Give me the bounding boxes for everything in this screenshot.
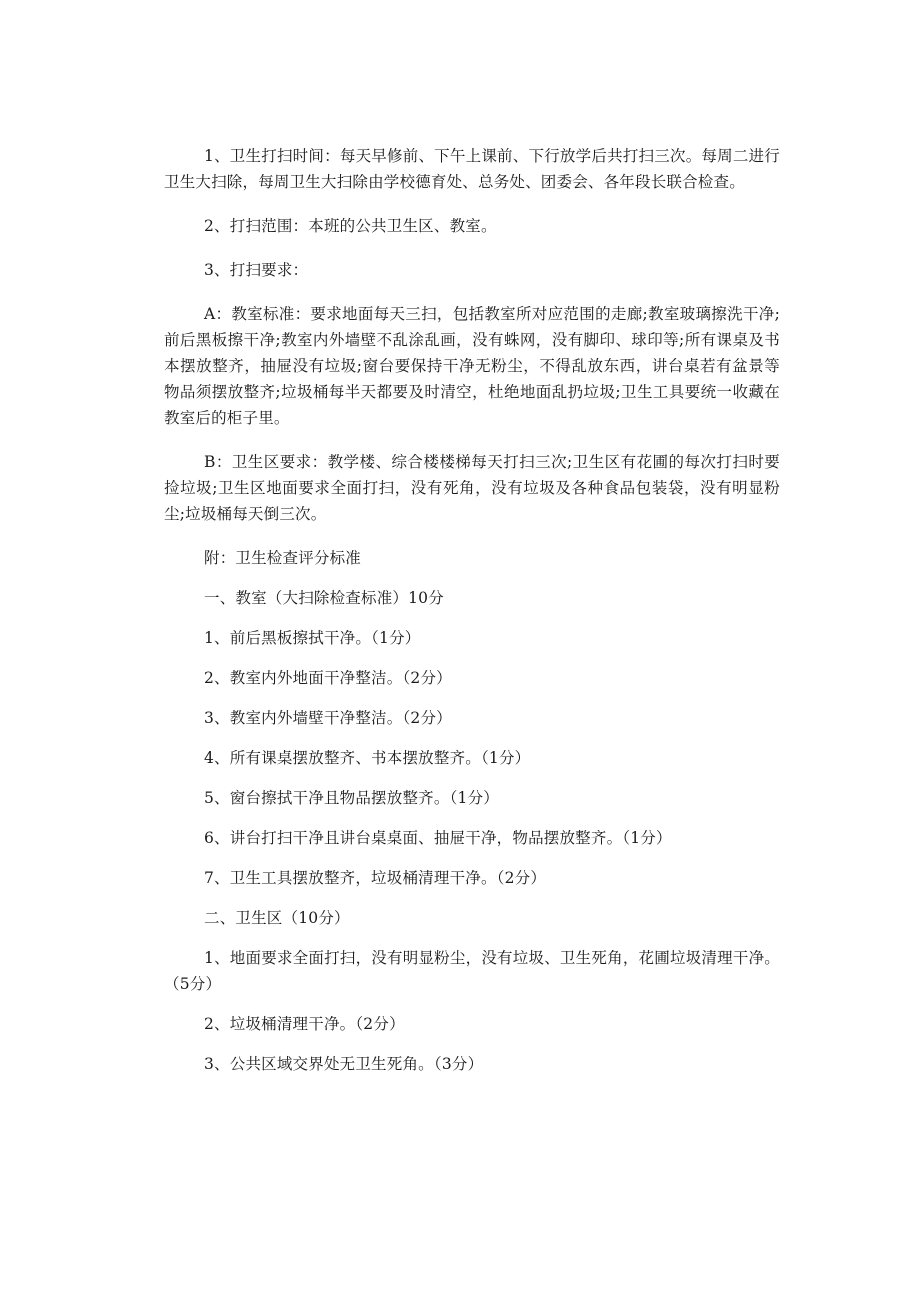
- paragraph-classroom-standard: A：教室标准：要求地面每天三扫，包括教室所对应范围的走廊;教室玻璃擦洗干净;前后黑板擦干净;教室内外墙壁不乱涂乱画，没有蛛网，没有脚印、球印等;所有课桌及书本摆放整齐，抽屉没有垃圾;窗台要保持干净无粉尘，不得乱放东西，讲台桌若有盆景等物品须摆放整齐;垃圾桶每半天都要及时清空，杜绝地面乱扔垃圾;卫生工具要统一收藏在教室后的柜子里。: [164, 305, 780, 427]
- score-item: 5、窗台擦拭干净且物品摆放整齐。（1分）: [204, 789, 499, 807]
- score-item: 7、卫生工具摆放整齐，垃圾桶清理干净。（2分）: [204, 869, 547, 887]
- section-heading-sanitation-area: 二、卫生区（10分）: [204, 909, 350, 927]
- score-item: 1、地面要求全面打扫，没有明显粉尘，没有垃圾、卫生死角，花圃垃圾清理干净。（5分）: [164, 949, 780, 993]
- document-body: [164, 143, 780, 1091]
- paragraph-area-requirements: B：卫生区要求：教学楼、综合楼楼梯每天打扫三次;卫生区有花圃的每次打扫时要捡垃圾;卫生区地面要求全面打扫，没有死角，没有垃圾及各种食品包装袋，没有明显粉尘;垃圾桶每天倒三次。: [164, 453, 780, 523]
- score-item: 2、垃圾桶清理干净。（2分）: [204, 1015, 405, 1033]
- score-item: 6、讲台打扫干净且讲台桌桌面、抽屉干净，物品摆放整齐。（1分）: [204, 829, 672, 847]
- paragraph-cleaning-scope: 2、打扫范围：本班的公共卫生区、教室。: [204, 217, 497, 235]
- paragraph-cleaning-requirements: 3、打扫要求：: [204, 261, 309, 279]
- score-item: 3、教室内外墙壁干净整洁。（2分）: [204, 709, 452, 727]
- section-heading-classroom: 一、教室（大扫除检查标准）10分: [204, 589, 444, 607]
- paragraph-appendix-title: 附：卫生检查评分标准: [204, 549, 362, 567]
- score-item: 3、公共区域交界处无卫生死角。（3分）: [204, 1055, 484, 1073]
- score-item: 1、前后黑板擦拭干净。（1分）: [204, 629, 421, 647]
- paragraph-cleaning-time: 1、卫生打扫时间：每天早修前、下午上课前、下行放学后共打扫三次。每周二进行卫生大扫除，每周卫生大扫除由学校德育处、总务处、团委会、各年段长联合检查。: [164, 147, 780, 191]
- score-item: 4、所有课桌摆放整齐、书本摆放整齐。（1分）: [204, 749, 531, 767]
- score-item: 2、教室内外地面干净整洁。（2分）: [204, 669, 452, 687]
